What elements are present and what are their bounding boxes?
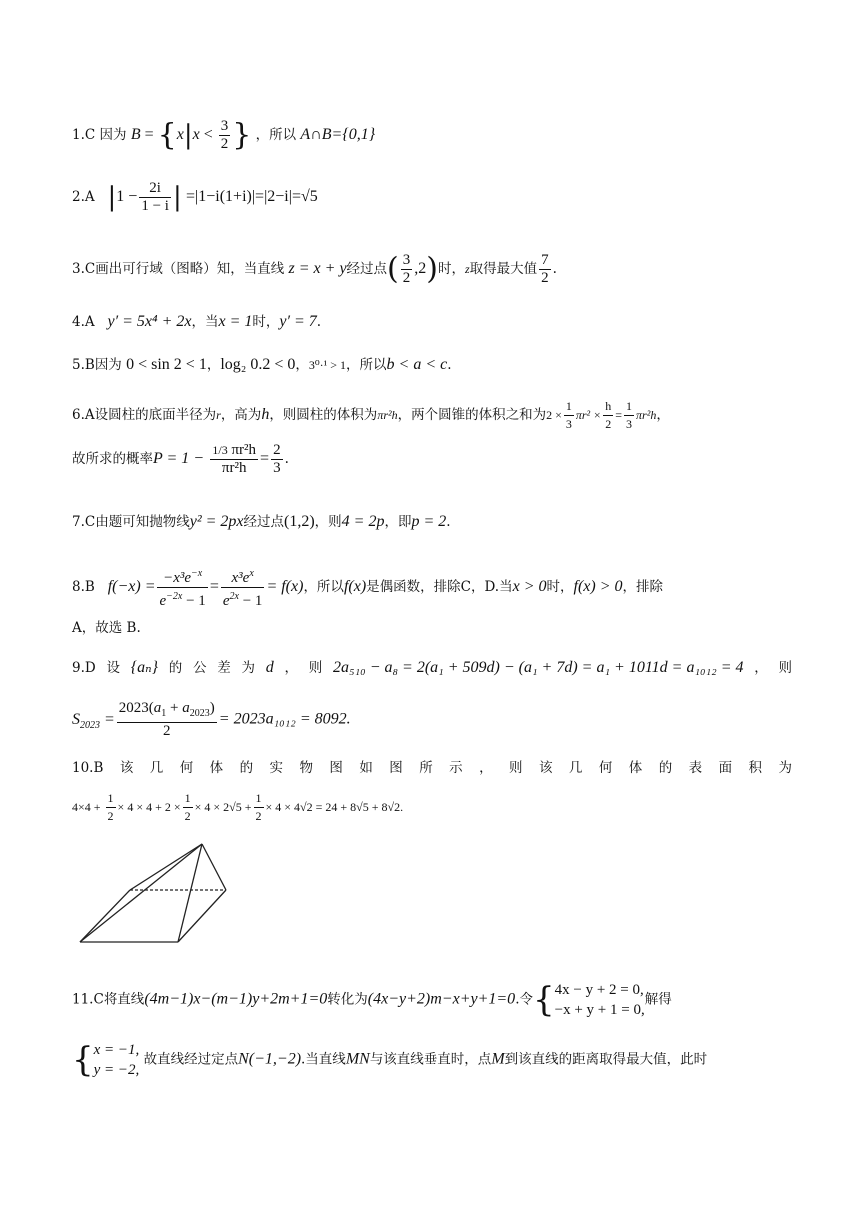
figure-edge bbox=[130, 844, 202, 890]
answer-7: 7.C由题可知抛物线y² = 2px经过点(1,2)，则4 = 2p，即p = 2. bbox=[72, 513, 451, 530]
figure-edge bbox=[80, 844, 202, 942]
answer-6: 6.A设圆柱的底面半径为r，高为h，则圆柱的体积为πr²h，两个圆锥的体积之和为2 × $\frac{1}{3}$ πr² × $\frac{h}{2}$ = $\frac{1}{3}$ πr²h， bbox=[72, 399, 670, 431]
answer-4: 4.A y′ = 5x⁴ + 2x，当x = 1时，y′ = 7. bbox=[72, 313, 322, 330]
answer-10: 10.B 该 几 何 体 的 实 物 图 如 图 所 示 ， 则 该 几 何 体 的 表 面 积 为 bbox=[72, 760, 792, 776]
figure-edge bbox=[80, 890, 130, 942]
answer-11-cont: {x = −1, y = −2, 故直线经过定点N(−1,−2).当直线MN与该直线垂直时，点M到该直线的距离取得最大值，此时 bbox=[72, 1040, 708, 1080]
answer-6-probability: 故所求的概率P = 1 − $\frac{\text{1/3 πr²h}}{\text{πr²h}}$ = $\frac{2}{3}$ . bbox=[72, 442, 289, 476]
answer-8-cont: A，故选 B. bbox=[72, 620, 141, 636]
answer-2: 2.A |1 − $\frac{2i}{1 - i}$ | =|1−i(1+i)|=|2−i|=√5 bbox=[72, 180, 318, 214]
figure-edge bbox=[178, 890, 226, 942]
answer-8: 8.B f(−x) = $\frac{-x^3e^{-x}}{e^{-2x} - 1}$ = $\frac{x^3e^x}{e^{2x} - 1}$ = f(x)，所以f(x)是偶函数，排除C，D.当x > 0时，f(x) > 0，排除 bbox=[72, 565, 663, 610]
figure-edge bbox=[178, 844, 202, 942]
answer-3: 3.C画出可行域（图略）知，当直线 z = x + y经过点( $\frac{3}{2}$ ,2)时，z取得最大值 $\frac{7}{2}$ . bbox=[72, 251, 557, 287]
answer-11: 11.C将直线(4m−1)x−(m−1)y+2m+1=0转化为(4x−y+2)m−x+y+1=0.令{4x − y + 2 = 0, −x + y + 1 = 0,解得 bbox=[72, 980, 672, 1020]
answer-1: 1.C 因为 B = {x|x < $\frac{3}{2}$ } ，所以 A∩B={0,1} bbox=[72, 117, 376, 153]
answer-10-area: 4×4 + $\frac{1}{2}$ × 4 × 4 + 2 × $\frac{1}{2}$ × 4 × 2√5 + $\frac{1}{2}$ × 4 × 4√2 = 24 + 8√5 + 8√2. bbox=[72, 791, 404, 823]
answer-5: 5.B因为 0 < sin 2 < 1，log₂ 0.2 < 0，3⁰·¹ > 1，所以b < a < c. bbox=[72, 356, 452, 373]
figure-edge bbox=[202, 844, 226, 890]
answer-9-sum: $S_{2023}$ = $\frac{2023(a_1 + a_{2023})}{2}$ = 2023a₁₀₁₂ = 8092. bbox=[72, 700, 351, 739]
answer-9: 9.D 设 {aₙ} 的 公 差 为 d ， 则 2a₅₁₀ − a₈ = 2(a₁ + 509d) − (a₁ + 7d) = a₁ + 1011d = a₁₀₁₂ = 4 ， 则 bbox=[72, 659, 792, 676]
solid-figure bbox=[72, 838, 232, 948]
